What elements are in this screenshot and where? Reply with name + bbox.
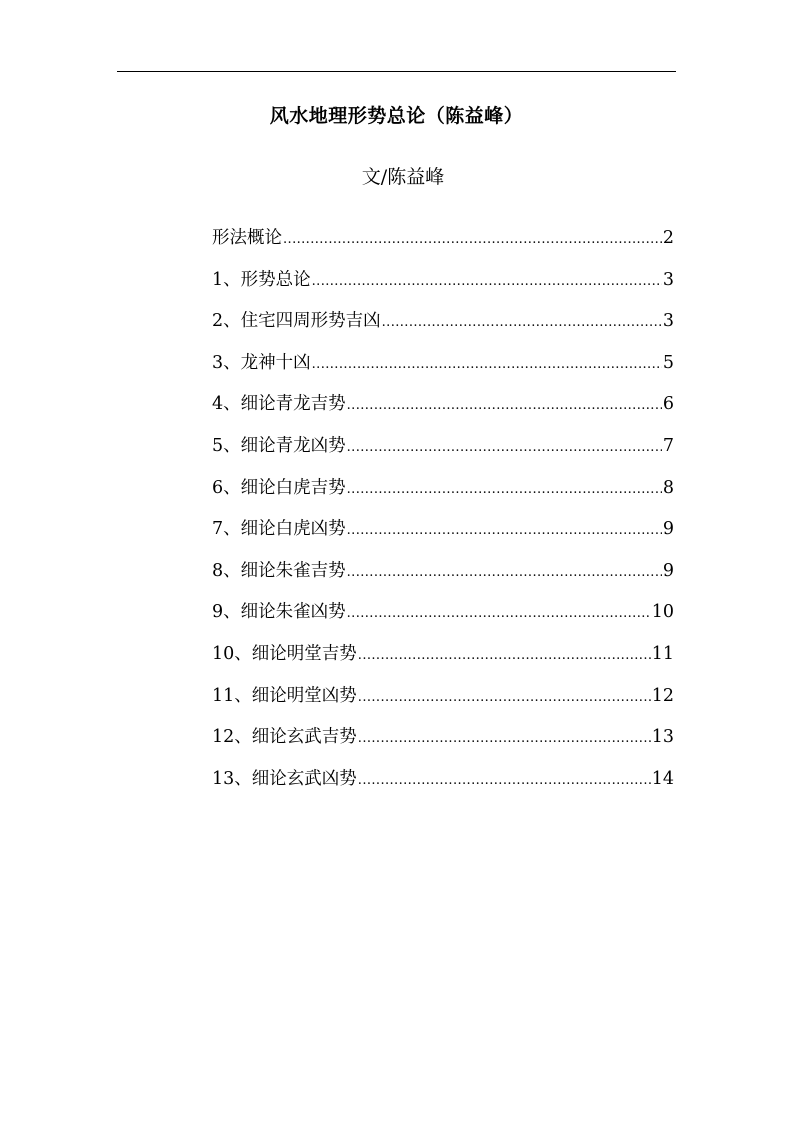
toc-entry[interactable] — [212, 307, 674, 349]
toc-entry[interactable] — [212, 640, 674, 682]
toc-entry[interactable] — [212, 349, 674, 391]
toc-entry-label: 2、住宅四周形势吉凶 — [212, 311, 381, 332]
toc-page-number: 9 — [662, 519, 674, 540]
toc-page-number: 2 — [662, 228, 674, 248]
toc-dot-leader — [347, 515, 662, 545]
document-author: 文/陈益峰 — [361, 166, 445, 188]
toc-dot-leader — [347, 390, 662, 420]
toc-entry[interactable] — [212, 557, 674, 599]
toc-dot-leader — [358, 682, 651, 712]
toc-entry-label: 10、细论明堂吉势 — [212, 643, 357, 664]
toc-dot-leader — [312, 266, 662, 296]
table-of-contents — [212, 224, 674, 806]
toc-entry[interactable] — [212, 598, 674, 640]
toc-entry[interactable] — [212, 474, 674, 516]
toc-page-number: 9 — [662, 560, 674, 581]
toc-dot-leader — [283, 224, 662, 254]
toc-page-number: 14 — [651, 768, 674, 789]
toc-entry-label: 4、细论青龙吉势 — [212, 394, 346, 415]
toc-page-number: 11 — [651, 643, 674, 664]
toc-page-number: 10 — [651, 602, 674, 623]
toc-dot-leader — [347, 432, 662, 462]
toc-dot-leader — [358, 765, 651, 795]
toc-page-number: 6 — [662, 394, 674, 415]
toc-dot-leader — [347, 598, 651, 628]
toc-entry[interactable] — [212, 765, 674, 807]
header-rule — [117, 71, 676, 72]
toc-entry-label: 3、龙神十凶 — [212, 352, 311, 373]
toc-page-number: 13 — [651, 727, 674, 748]
toc-page-number: 3 — [662, 269, 674, 290]
toc-entry-label: 13、细论玄武凶势 — [212, 768, 357, 789]
toc-dot-leader — [312, 349, 662, 379]
toc-entry-label: 8、细论朱雀吉势 — [212, 560, 346, 581]
toc-entry[interactable] — [212, 432, 674, 474]
toc-page-number: 5 — [662, 352, 674, 373]
toc-page-number: 8 — [662, 477, 674, 498]
toc-entry-label: 1、形势总论 — [212, 269, 311, 290]
toc-entry-label: 9、细论朱雀凶势 — [212, 602, 346, 623]
toc-dot-leader — [347, 557, 662, 587]
toc-entry[interactable] — [212, 682, 674, 724]
document-title: 风水地理形势总论（陈益峰） — [269, 105, 524, 127]
toc-entry-label: 12、细论玄武吉势 — [212, 727, 357, 748]
toc-entry[interactable] — [212, 266, 674, 308]
toc-dot-leader — [358, 723, 651, 753]
toc-dot-leader — [382, 307, 662, 337]
toc-entry[interactable] — [212, 723, 674, 765]
toc-entry[interactable] — [212, 515, 674, 557]
toc-entry-label: 7、细论白虎凶势 — [212, 519, 346, 540]
toc-page-number: 7 — [662, 435, 674, 456]
toc-page-number: 3 — [662, 311, 674, 332]
toc-entry[interactable] — [212, 390, 674, 432]
toc-entry[interactable] — [212, 224, 674, 266]
toc-entry-label: 6、细论白虎吉势 — [212, 477, 346, 498]
toc-dot-leader — [347, 474, 662, 504]
toc-entry-label: 11、细论明堂凶势 — [212, 685, 357, 706]
toc-page-number: 12 — [651, 685, 674, 706]
toc-dot-leader — [358, 640, 651, 670]
toc-entry-label: 5、细论青龙凶势 — [212, 435, 346, 456]
toc-entry-label: 形法概论 — [212, 228, 282, 248]
